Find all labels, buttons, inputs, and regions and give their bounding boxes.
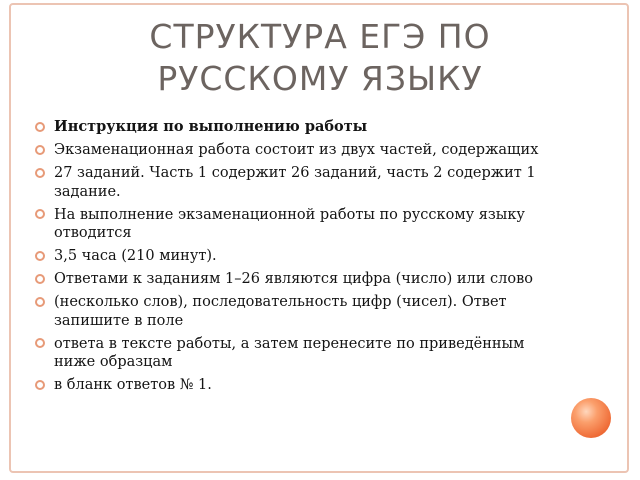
list-item-text: в бланк ответов № 1. xyxy=(54,377,212,393)
bullet-circle-icon xyxy=(35,251,45,261)
list-item-text: 3,5 часа (210 минут). xyxy=(54,248,217,264)
list-item-text: Инструкция по выполнению работы xyxy=(54,118,368,135)
bullet-circle-icon xyxy=(35,122,45,132)
bullet-circle-icon xyxy=(35,145,45,155)
bullet-circle-icon xyxy=(35,274,45,284)
title-line-2: РУССКОМУ ЯЗЫКУ xyxy=(157,59,483,98)
list-item xyxy=(34,270,569,289)
title-line-1: СТРУКТУРА ЕГЭ ПО xyxy=(149,17,491,56)
list-item xyxy=(34,247,569,266)
bullet-circle-icon xyxy=(35,297,45,307)
list-item xyxy=(34,206,569,243)
list-item-text: Экзаменационная работа состоит из двух частей, содержащих xyxy=(54,142,539,158)
bullet-circle-icon xyxy=(35,338,45,348)
list-item xyxy=(34,335,569,372)
decorative-orb-icon xyxy=(571,398,611,438)
list-item-text: ответа в тексте работы, а затем перенесите по приведённым ниже образцам xyxy=(54,335,525,370)
list-item xyxy=(34,118,569,137)
bullet-circle-icon xyxy=(35,209,45,219)
list-item xyxy=(34,164,569,201)
bullet-circle-icon xyxy=(35,380,45,390)
list-item-text: На выполнение экзаменационной работы по русскому языку отводится xyxy=(54,206,525,241)
bullet-circle-icon xyxy=(35,168,45,178)
list-item-text: (несколько слов), последовательность цифр (чисел). Ответ запишите в поле xyxy=(54,294,507,329)
list-item-text: 27 заданий. Часть 1 содержит 26 заданий, часть 2 содержит 1 задание. xyxy=(54,165,536,200)
list-item-text: Ответами к заданиям 1–26 являются цифра (число) или слово xyxy=(54,271,533,287)
list-item xyxy=(34,293,569,330)
bullet-list xyxy=(34,118,569,399)
list-item xyxy=(34,376,569,395)
list-item xyxy=(34,141,569,160)
slide-title xyxy=(60,16,580,100)
